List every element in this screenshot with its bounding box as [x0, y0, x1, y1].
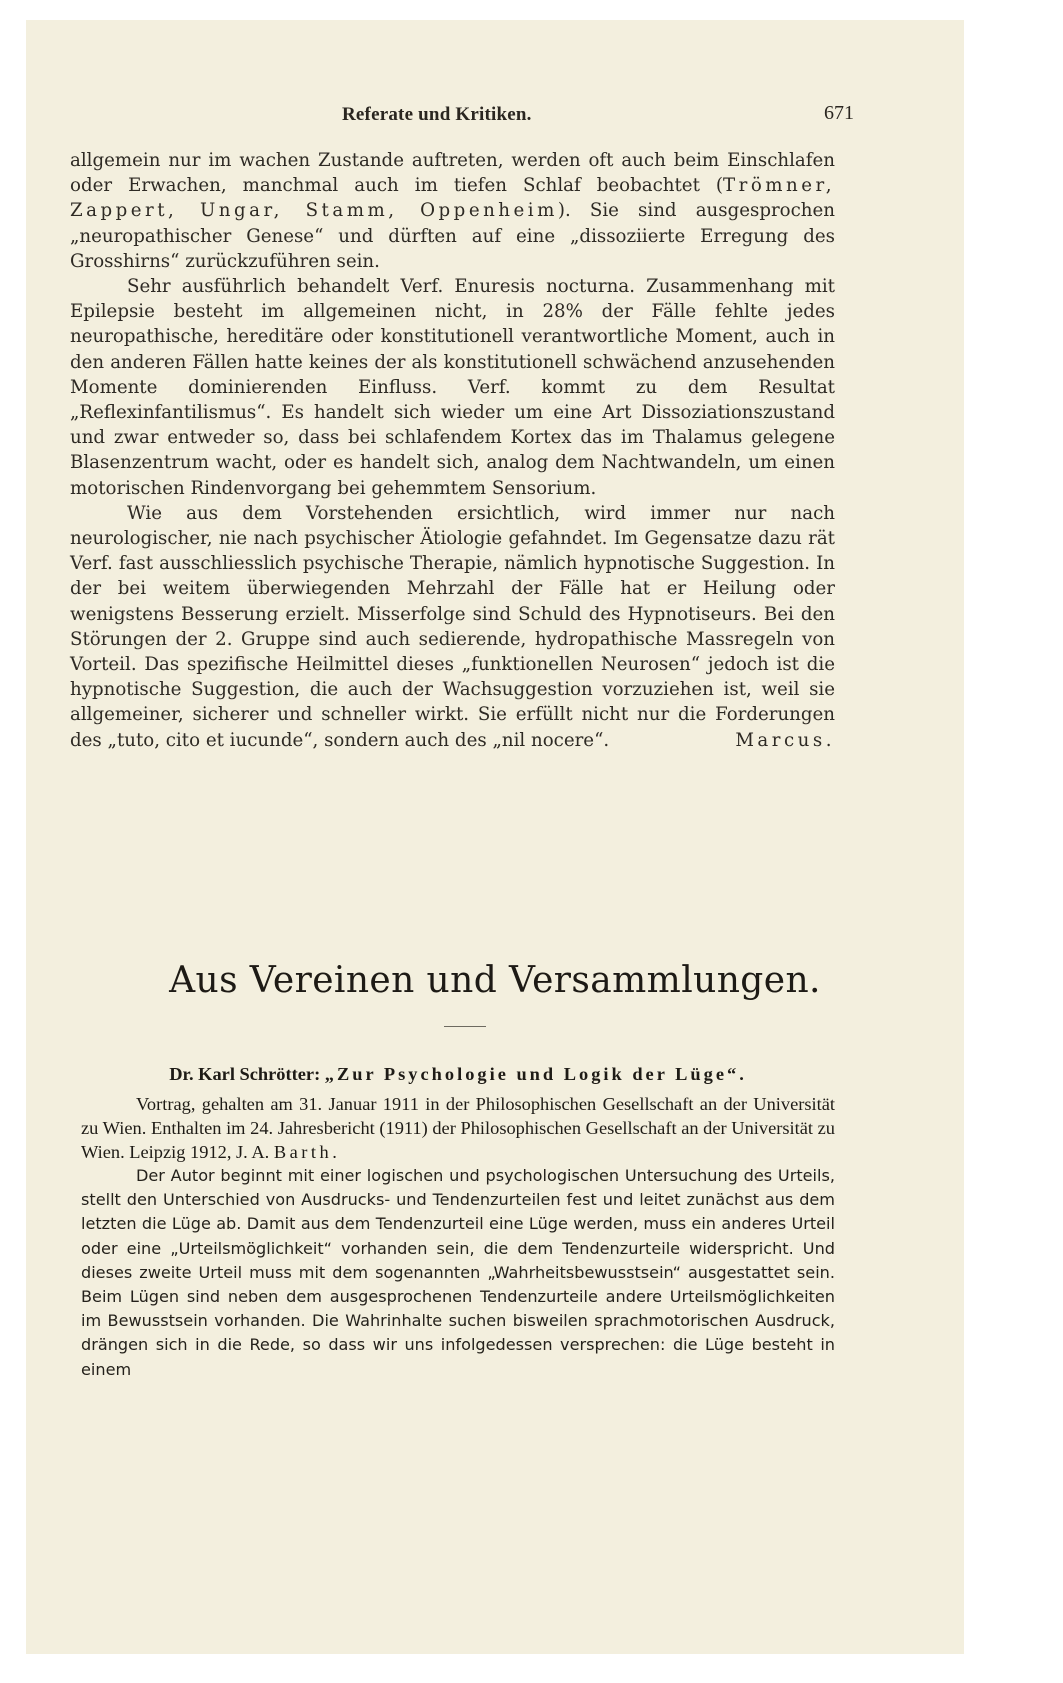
- reviewer-signature: Marcus.: [735, 729, 835, 751]
- lecture-publisher: Barth.: [273, 1142, 341, 1162]
- running-head: [26, 104, 964, 130]
- review-text: [70, 148, 835, 753]
- lecture-report: [81, 1062, 835, 1382]
- section-divider: [444, 1026, 486, 1027]
- lecture-topic: „Zur Psychologie und Logik der Lüge“.: [324, 1064, 747, 1084]
- lecture-source-text: Vortrag, gehalten am 31. Januar 1911 in der Philosophischen Gesellschaft an der Universität zu Wien. Enthalten im 24. Jahresbericht (1911) der Philosophischen Gesellschaft an der Universität zu Wien. Leipzig 1912, J. A.: [81, 1094, 835, 1162]
- review-paragraph: [70, 501, 835, 753]
- section-heading: Aus Vereinen und Versammlungen.: [169, 960, 821, 1001]
- page-number: 671: [824, 102, 854, 124]
- book-page: [26, 20, 964, 1654]
- lecture-source: [81, 1092, 835, 1164]
- review-text-run: ). Sie sind ausgesprochen „neuropathischer Genese“ und dürften auf eine „dissoziierte Erregung des Grosshirns“ zurückzuführen sein.: [70, 200, 835, 272]
- review-paragraph: [70, 148, 835, 274]
- lecture-body: Der Autor beginnt mit einer logischen und psychologischen Untersuchung des Urteils, stellt den Unterschied von Ausdrucks- und Tendenzurteilen fest und leitet zunächst aus dem letzten die Lüge ab. Damit aus dem Tendenzurteil eine Lüge werden, muss ein anderes Urteil oder eine „Urteilsmöglichkeit“ vorhanden sein, die dem Tendenzurteile widerspricht. Und dieses zweite Urteil muss mit dem sogenannten „Wahrheitsbewusstsein“ ausgestattet sein. Beim Lügen sind neben dem ausgesprochenen Tendenzurteile andere Urteilsmöglichkeiten im Bewusstsein vorhanden. Die Wahrinhalte suchen bisweilen sprachmotorischen Ausdruck, drängen sich in die Rede, so dass wir uns infolgedessen versprechen: die Lüge besteht in einem: [81, 1166, 835, 1379]
- review-paragraph: Sehr ausführlich behandelt Verf. Enuresis nocturna. Zusammenhang mit Epilepsie besteht im allgemeinen nicht, in 28% der Fälle fehlte jedes neuropathische, hereditäre oder konstitutionell verantwortliche Moment, auch in den anderen Fällen hatte keines der als konstitutionell schwächend anzusehenden Momente dominierenden Einfluss. Verf. kommt zu dem Resultat „Reflexinfantilismus“. Es handelt sich wieder um eine Art Dissoziationszustand und zwar entweder so, dass bei schlafendem Kortex das im Thalamus gelegene Blasenzentrum wacht, oder es handelt sich, analog dem Nachtwandeln, um einen motorischen Rindenvorgang bei gehemmtem Sensorium.: [70, 276, 835, 499]
- lecture-author: Dr. Karl Schrötter:: [169, 1064, 325, 1084]
- review-text-run: Wie aus dem Vorstehenden ersichtlich, wird immer nur nach neurologischer, nie nach psychischer Ätiologie gefahndet. Im Gegensatze dazu rät Verf. fast ausschliesslich psychische Therapie, nämlich hypnotische Suggestion. In der bei weitem überwiegenden Mehrzahl der Fälle hat er Heilung oder wenigstens Besserung erzielt. Misserfolge sind Schuld des Hypnotiseurs. Bei den Störungen der 2. Gruppe sind auch sedierende, hydropathische Massregeln von Vorteil. Das spezifische Heilmittel dieses „funktionellen Neurosen“ jedoch ist die hypnotische Suggestion, die auch der Wachsuggestion vorzuziehen ist, weil sie allgemeiner, sicherer und schneller wirkt. Sie erfüllt nicht nur die Forderungen des „tuto, cito et iucunde“, sondern auch des „nil nocere“.: [70, 502, 835, 751]
- cited-authors: Trömner, Zappert, Ungar, Stamm, Oppenheim: [70, 175, 835, 222]
- lecture-title: [81, 1062, 835, 1086]
- review-text-run: allgemein nur im wachen Zustande auftreten, werden oft auch beim Einschlafen oder Erwachen, manchmal auch im tiefen Schlaf beobachtet (: [70, 150, 835, 197]
- running-title: Referate und Kritiken.: [342, 104, 532, 125]
